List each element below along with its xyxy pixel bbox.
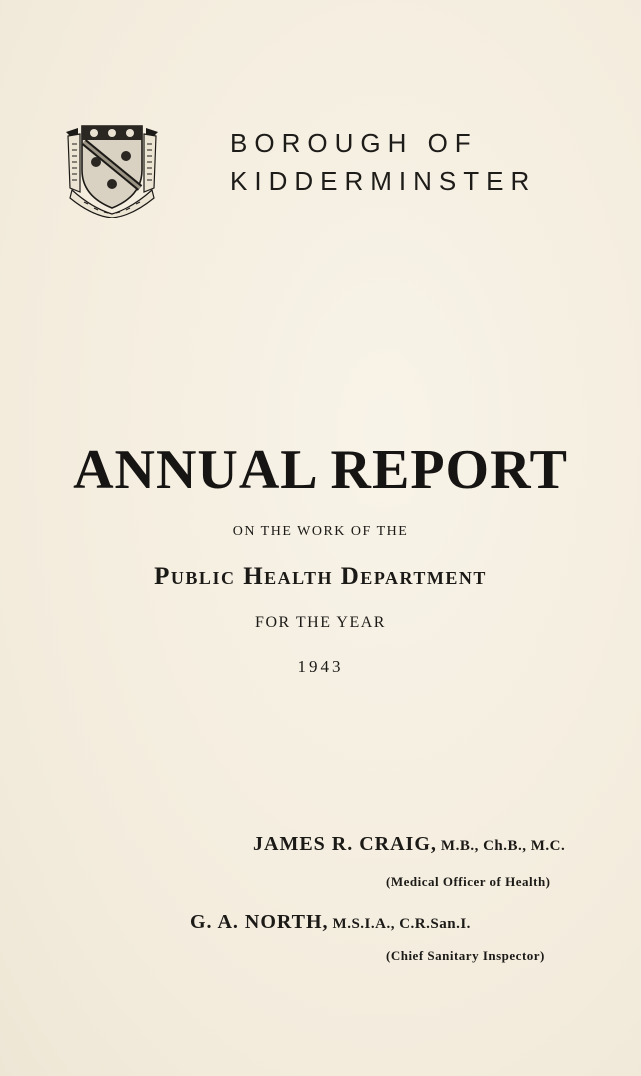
borough-heading	[230, 124, 536, 200]
report-year: 1943	[297, 657, 344, 676]
report-subtitle: ON THE WORK OF THE	[232, 524, 409, 539]
for-the-year-label: FOR THE YEAR	[255, 614, 386, 631]
borough-crest-icon	[64, 118, 160, 218]
officer-2-name: G. A. NORTH,	[190, 911, 329, 933]
officer-2-credentials: M.S.I.A., C.R.San.I.	[332, 916, 471, 932]
report-title: ANNUAL REPORT	[73, 439, 568, 501]
officer-1-credentials: M.B., Ch.B., M.C.	[440, 838, 566, 854]
officer-1-role: (Medical Officer of Health)	[386, 874, 551, 889]
department-name: Public Health Department	[154, 563, 487, 590]
officer-2-role: (Chief Sanitary Inspector)	[386, 948, 545, 963]
officer-1-name: JAMES R. CRAIG,	[253, 833, 437, 855]
borough-line-1: BOROUGH OF	[230, 128, 478, 158]
officer-2-line	[190, 911, 471, 934]
officer-1-line	[253, 833, 565, 856]
borough-line-2: KIDDERMINSTER	[230, 166, 537, 196]
